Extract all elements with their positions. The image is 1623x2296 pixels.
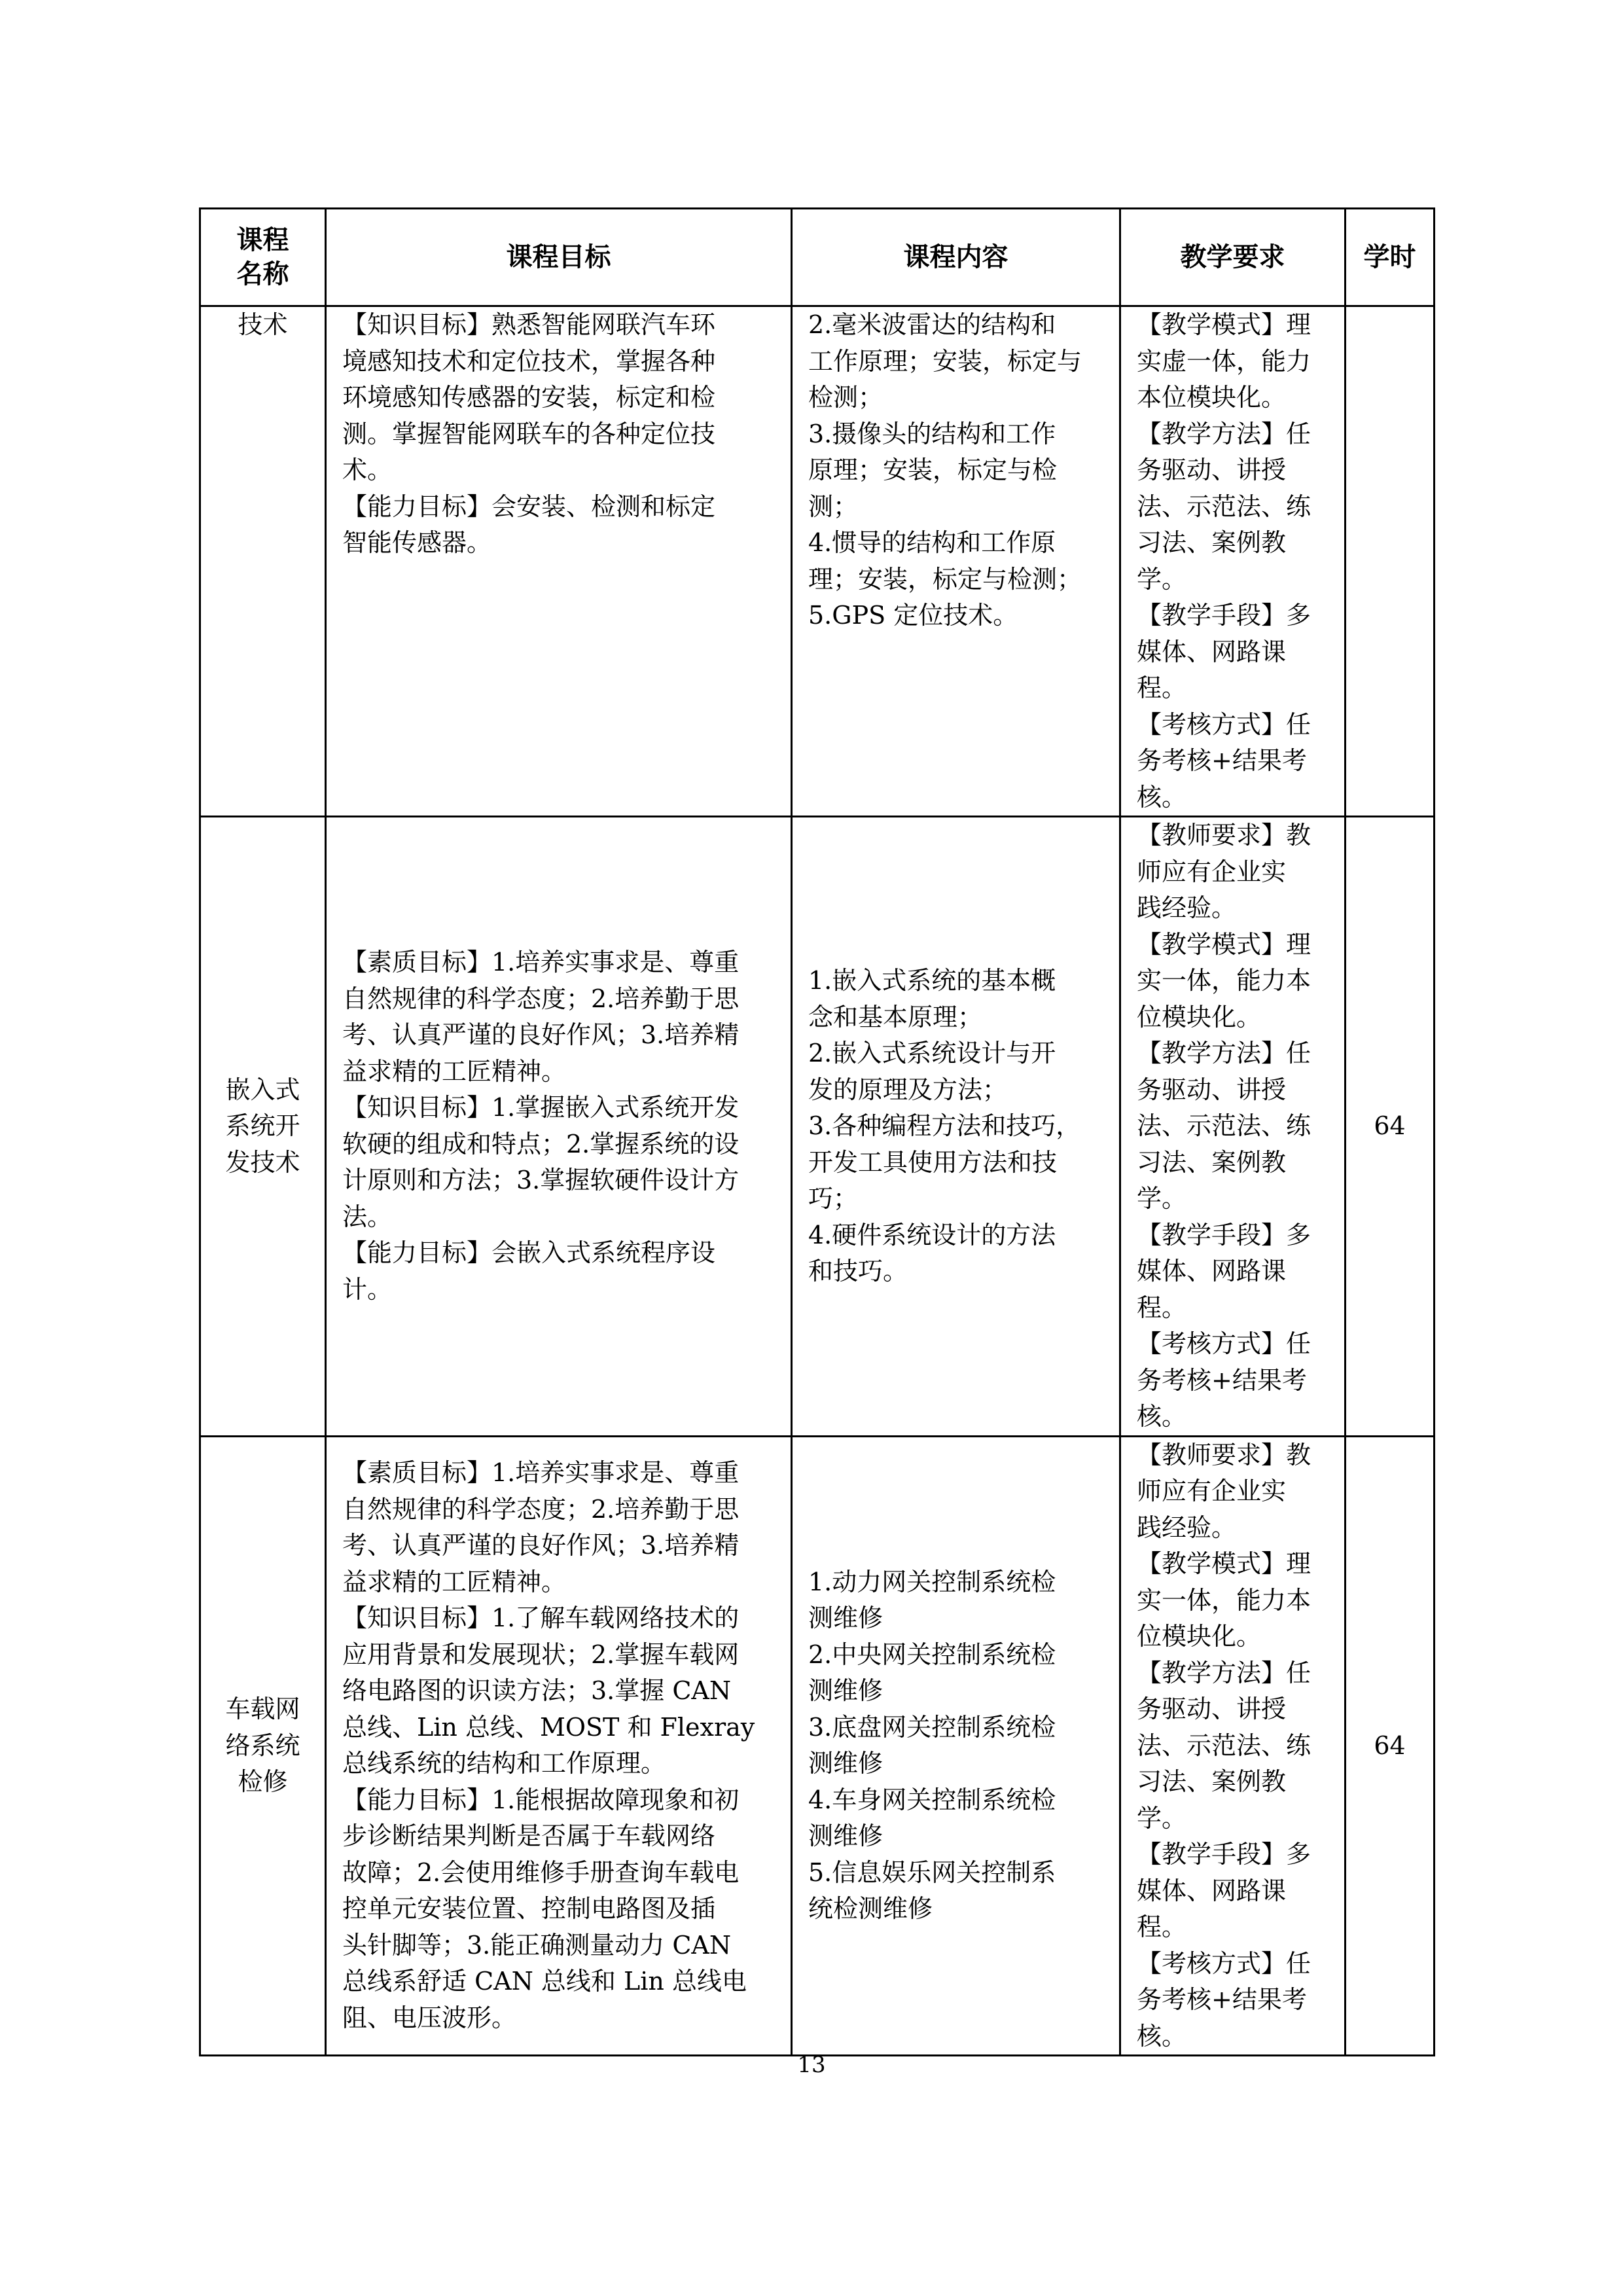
course-content-cell: 1.嵌入式系统的基本概 念和基本原理； 2.嵌入式系统设计与开 发的原理及方法； 3.各种编程方法和技巧， 开发工具使用方法和技 巧； 4.硬件系统设计的方法 和技巧。 [792, 817, 1120, 1437]
hours-cell [1346, 306, 1435, 817]
header-hours: 学时 [1346, 209, 1435, 306]
course-content-cell: 1.动力网关控制系统检 测维修 2.中央网关控制系统检 测维修 3.底盘网关控制系统检 测维修 4.车身网关控制系统检 测维修 5.信息娱乐网关控制系 统检测维修 [792, 1436, 1120, 2056]
course-name-cell: 技术 [200, 306, 326, 817]
course-name-cell: 车载网 络系统 检修 [200, 1436, 326, 2056]
course-goal-cell: 【素质目标】1.培养实事求是、尊重 自然规律的科学态度；2.培养勤于思 考、认真严谨的良好作风；3.培养精 益求精的工匠精神。 【知识目标】1.了解车载网络技术的 应用背景和发展现状；2.掌握车载网 络电路图的识读方法；3.掌握 CAN 总线、Lin 总线、MOST 和 Flexray 总线系统的结构和工作原理。 【能力目标】1.能根据故障现象和初 步诊断结果判断是否属于车载网络 故障；2.会使用维修手册查询车载电 控单元安装位置、控制电路图及插 头针脚等；3.能正确测量动力 CAN 总线系舒适 CAN 总线和 Lin 总线电 阻、电压波形。 [326, 1436, 792, 2056]
header-course-goal: 课程目标 [326, 209, 792, 306]
course-content-cell: 2.毫米波雷达的结构和 工作原理；安装，标定与 检测； 3.摄像头的结构和工作 原理；安装，标定与检测； 4.惯导的结构和工作原 理；安装，标定与检测； 5.GPS 定位技术。 [792, 306, 1120, 817]
course-goal-cell: 【知识目标】熟悉智能网联汽车环 境感知技术和定位技术，掌握各种 环境感知传感器的安装，标定和检 测。掌握智能网联车的各种定位技 术。 【能力目标】会安装、检测和标定 智能传感器。 [326, 306, 792, 817]
hours-cell: 64 [1346, 1436, 1435, 2056]
header-course-content: 课程内容 [792, 209, 1120, 306]
table-header-row [200, 209, 1435, 306]
page-number: 13 [797, 2052, 826, 2078]
teaching-requirements-cell: 【教学模式】理 实虚一体，能力 本位模块化。 【教学方法】任 务驱动、讲授 法、示范法、练 习法、案例教 学。 【教学手段】多 媒体、网路课 程。 【考核方式】任 务考核+结果考 核。 [1120, 306, 1346, 817]
header-teaching-requirements: 教学要求 [1120, 209, 1346, 306]
table-row [200, 306, 1435, 817]
table-row [200, 817, 1435, 1437]
header-course-name: 课程 名称 [200, 209, 326, 306]
course-table [199, 207, 1435, 2056]
teaching-requirements-cell: 【教师要求】教 师应有企业实 践经验。 【教学模式】理 实一体，能力本 位模块化。 【教学方法】任 务驱动、讲授 法、示范法、练 习法、案例教 学。 【教学手段】多 媒体、网路课 程。 【考核方式】任 务考核+结果考 核。 [1120, 1436, 1346, 2056]
course-name-cell: 嵌入式 系统开 发技术 [200, 817, 326, 1437]
teaching-requirements-cell: 【教师要求】教 师应有企业实 践经验。 【教学模式】理 实一体，能力本 位模块化。 【教学方法】任 务驱动、讲授 法、示范法、练 习法、案例教 学。 【教学手段】多 媒体、网路课 程。 【考核方式】任 务考核+结果考 核。 [1120, 817, 1346, 1437]
table-row [200, 1436, 1435, 2056]
hours-cell: 64 [1346, 817, 1435, 1437]
course-goal-cell: 【素质目标】1.培养实事求是、尊重 自然规律的科学态度；2.培养勤于思 考、认真严谨的良好作风；3.培养精 益求精的工匠精神。 【知识目标】1.掌握嵌入式系统开发 软硬的组成和特点；2.掌握系统的设 计原则和方法；3.掌握软硬件设计方 法。 【能力目标】会嵌入式系统程序设 计。 [326, 817, 792, 1437]
